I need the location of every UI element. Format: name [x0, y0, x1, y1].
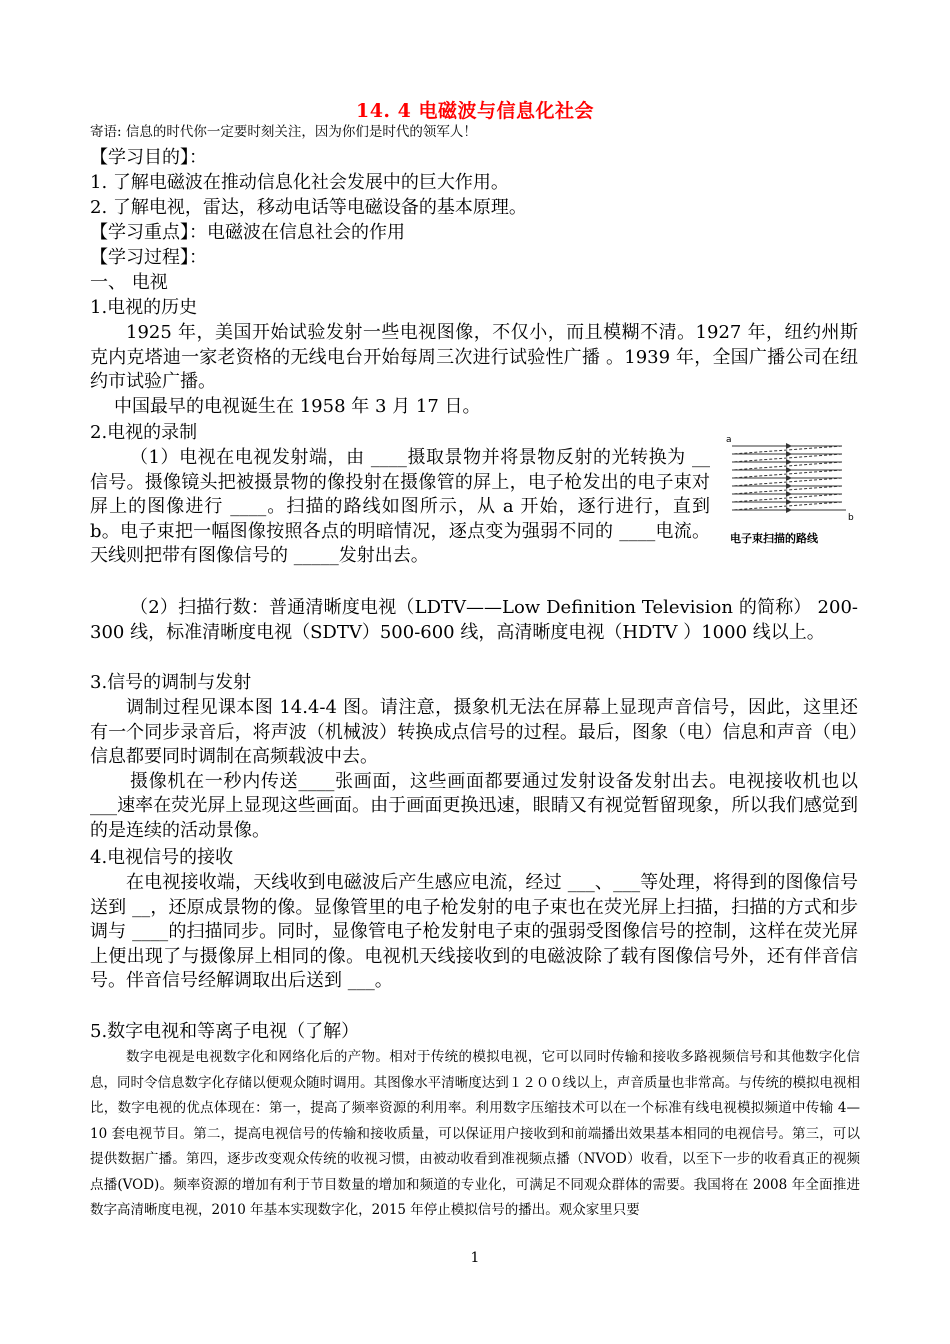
objective-item: 1. 了解电磁波在推动信息化社会发展中的巨大作用。 [90, 172, 509, 193]
page-number: 1 [470, 1250, 480, 1266]
section-one-heading: 一、 电视 [90, 272, 168, 293]
digital-tv-paragraph [90, 1045, 860, 1224]
reception-paragraph [90, 871, 858, 994]
key-point: 【学习重点】：电磁波在信息社会的作用 [90, 222, 405, 243]
frame-rate-text: 摄像机在一秒内传送____张画面，这些画面都要通过发射设备发射出去。电视接收机也以 ___速率在荧光屏上显现这些画面。由于画面更换迅速，眼睛又有视觉暂留现象，所以我们感觉到的是连续的活动景像。 [90, 770, 858, 841]
scan-lines-text: （2）扫描行数：普通清晰度电视（LDTV——Low Definition Television 的简称） 200-300 线，标准清晰度电视（SDTV）500-600 线，高清晰度电视（HDTV ）1000 线以上。 [90, 597, 858, 643]
page-title: 14. 4 电磁波与信息化社会 [355, 100, 594, 122]
tv-history-text: 1925 年，美国开始试验发射一些电视图像，不仅小，而且模糊不清。1927 年，纽约州斯克内克塔迪一家老资格的无线电台开始每周三次进行试验性广播 。1939 年，全国广播公司在纽约市试验广播。 [90, 322, 858, 392]
tv-recording-heading: 2.电视的录制 [90, 422, 198, 443]
tv-recording-paragraph [90, 446, 710, 569]
china-tv-text: 中国最早的电视诞生在 1958 年 3 月 17 日。 [114, 395, 481, 417]
modulation-heading: 3.信号的调制与发射 [90, 672, 252, 693]
modulation-text: 调制过程见课本图 14.4-4 图。请注意，摄象机无法在屏幕上显现声音信号，因此，这里还有一个同步录音后，将声波（机械波）转换成点信号的过程。最后，图象（电）信息和声音（电）信息都要同时调制在高频载波中去。 [90, 697, 858, 767]
motto: 寄语: 信息的时代你一定要时刻关注，因为你们是时代的领军人！ [90, 124, 477, 140]
objectives-heading: 【学习目的】： [90, 147, 207, 168]
scan-end-label: b [848, 513, 854, 523]
digital-tv-text: 数字电视是电视数字化和网络化后的产物。相对于传统的模拟电视，它可以同时传输和接收多路视频信号和其他数字化信息，同时令信息数字化存储以便观众随时调用。其图像水平清晰度达到１２００线以上，声音质量也非常高。与传统的模拟电视相比，数字电视的优点体现在：第一，提高了频率资源的利用率。利用数字压缩技术可以在一个标准有线电视模拟频道中传输 4—10 套电视节目。第二，提高电视信号的传输和接收质量，可以保证用户接收到和前端播出效果基本相同的电视信号。第三，可以提供数据广播。第四，逐步改变观众传统的收视习惯，由被动收看到准视频点播（NVOD）收看，以至下一步的收看真正的视频点播(VOD)。频率资源的增加有利于节目数量的增加和频道的专业化，可满足不同观众群体的需要。我国将在 2008 年全面推进数字高清晰度电视，2010 年基本实现数字化，2015 年停止模拟信号的播出。观众家里只要 [90, 1049, 860, 1218]
scan-lines-paragraph [90, 596, 858, 645]
scan-start-label: a [726, 436, 732, 445]
objective-item: 2. 了解电视，雷达，移动电话等电磁设备的基本原理。 [90, 197, 527, 218]
digital-tv-heading: 5.数字电视和等离子电视（了解） [90, 1021, 360, 1042]
tv-recording-text: （1）电视在电视发射端，由 ____摄取景物并将景物反射的光转换为 __信号。摄像镜头把被摄景物的像投射在摄像管的屏上，电子枪发出的电子束对屏上的图像进行 ____。扫描的路线如图所示，从 a 开始，逐行进行，直到 b。电子束把一幅图像按照各点的明暗情况，逐点变为强弱不同的 ____电流。天线则把带有图像信号的 _____发射出去。 [90, 447, 710, 566]
reception-heading: 4.电视信号的接收 [90, 847, 234, 868]
tv-history-heading: 1.电视的历史 [90, 297, 198, 318]
figure-caption: 电子束扫描的路线 [730, 532, 818, 545]
reception-text: 在电视接收端，天线收到电磁波后产生感应电流，经过 ___、___等处理，将得到的图像信号送到 __，还原成景物的像。显像管里的电子枪发射的电子束也在荧光屏上扫描，扫描的方式和步调与 ____的扫描同步。同时，显像管电子枪发射电子束的强弱受图像信号的控制，这样在荧光屏上便出现了与摄像屏上相同的像。电视机天线接收到的电磁波除了载有图像信号外，还有伴音信号。伴音信号经解调取出后送到 ___。 [90, 872, 858, 991]
modulation-paragraph [90, 696, 858, 843]
tv-history-paragraph [90, 321, 858, 419]
process-heading: 【学习过程】： [90, 247, 207, 268]
